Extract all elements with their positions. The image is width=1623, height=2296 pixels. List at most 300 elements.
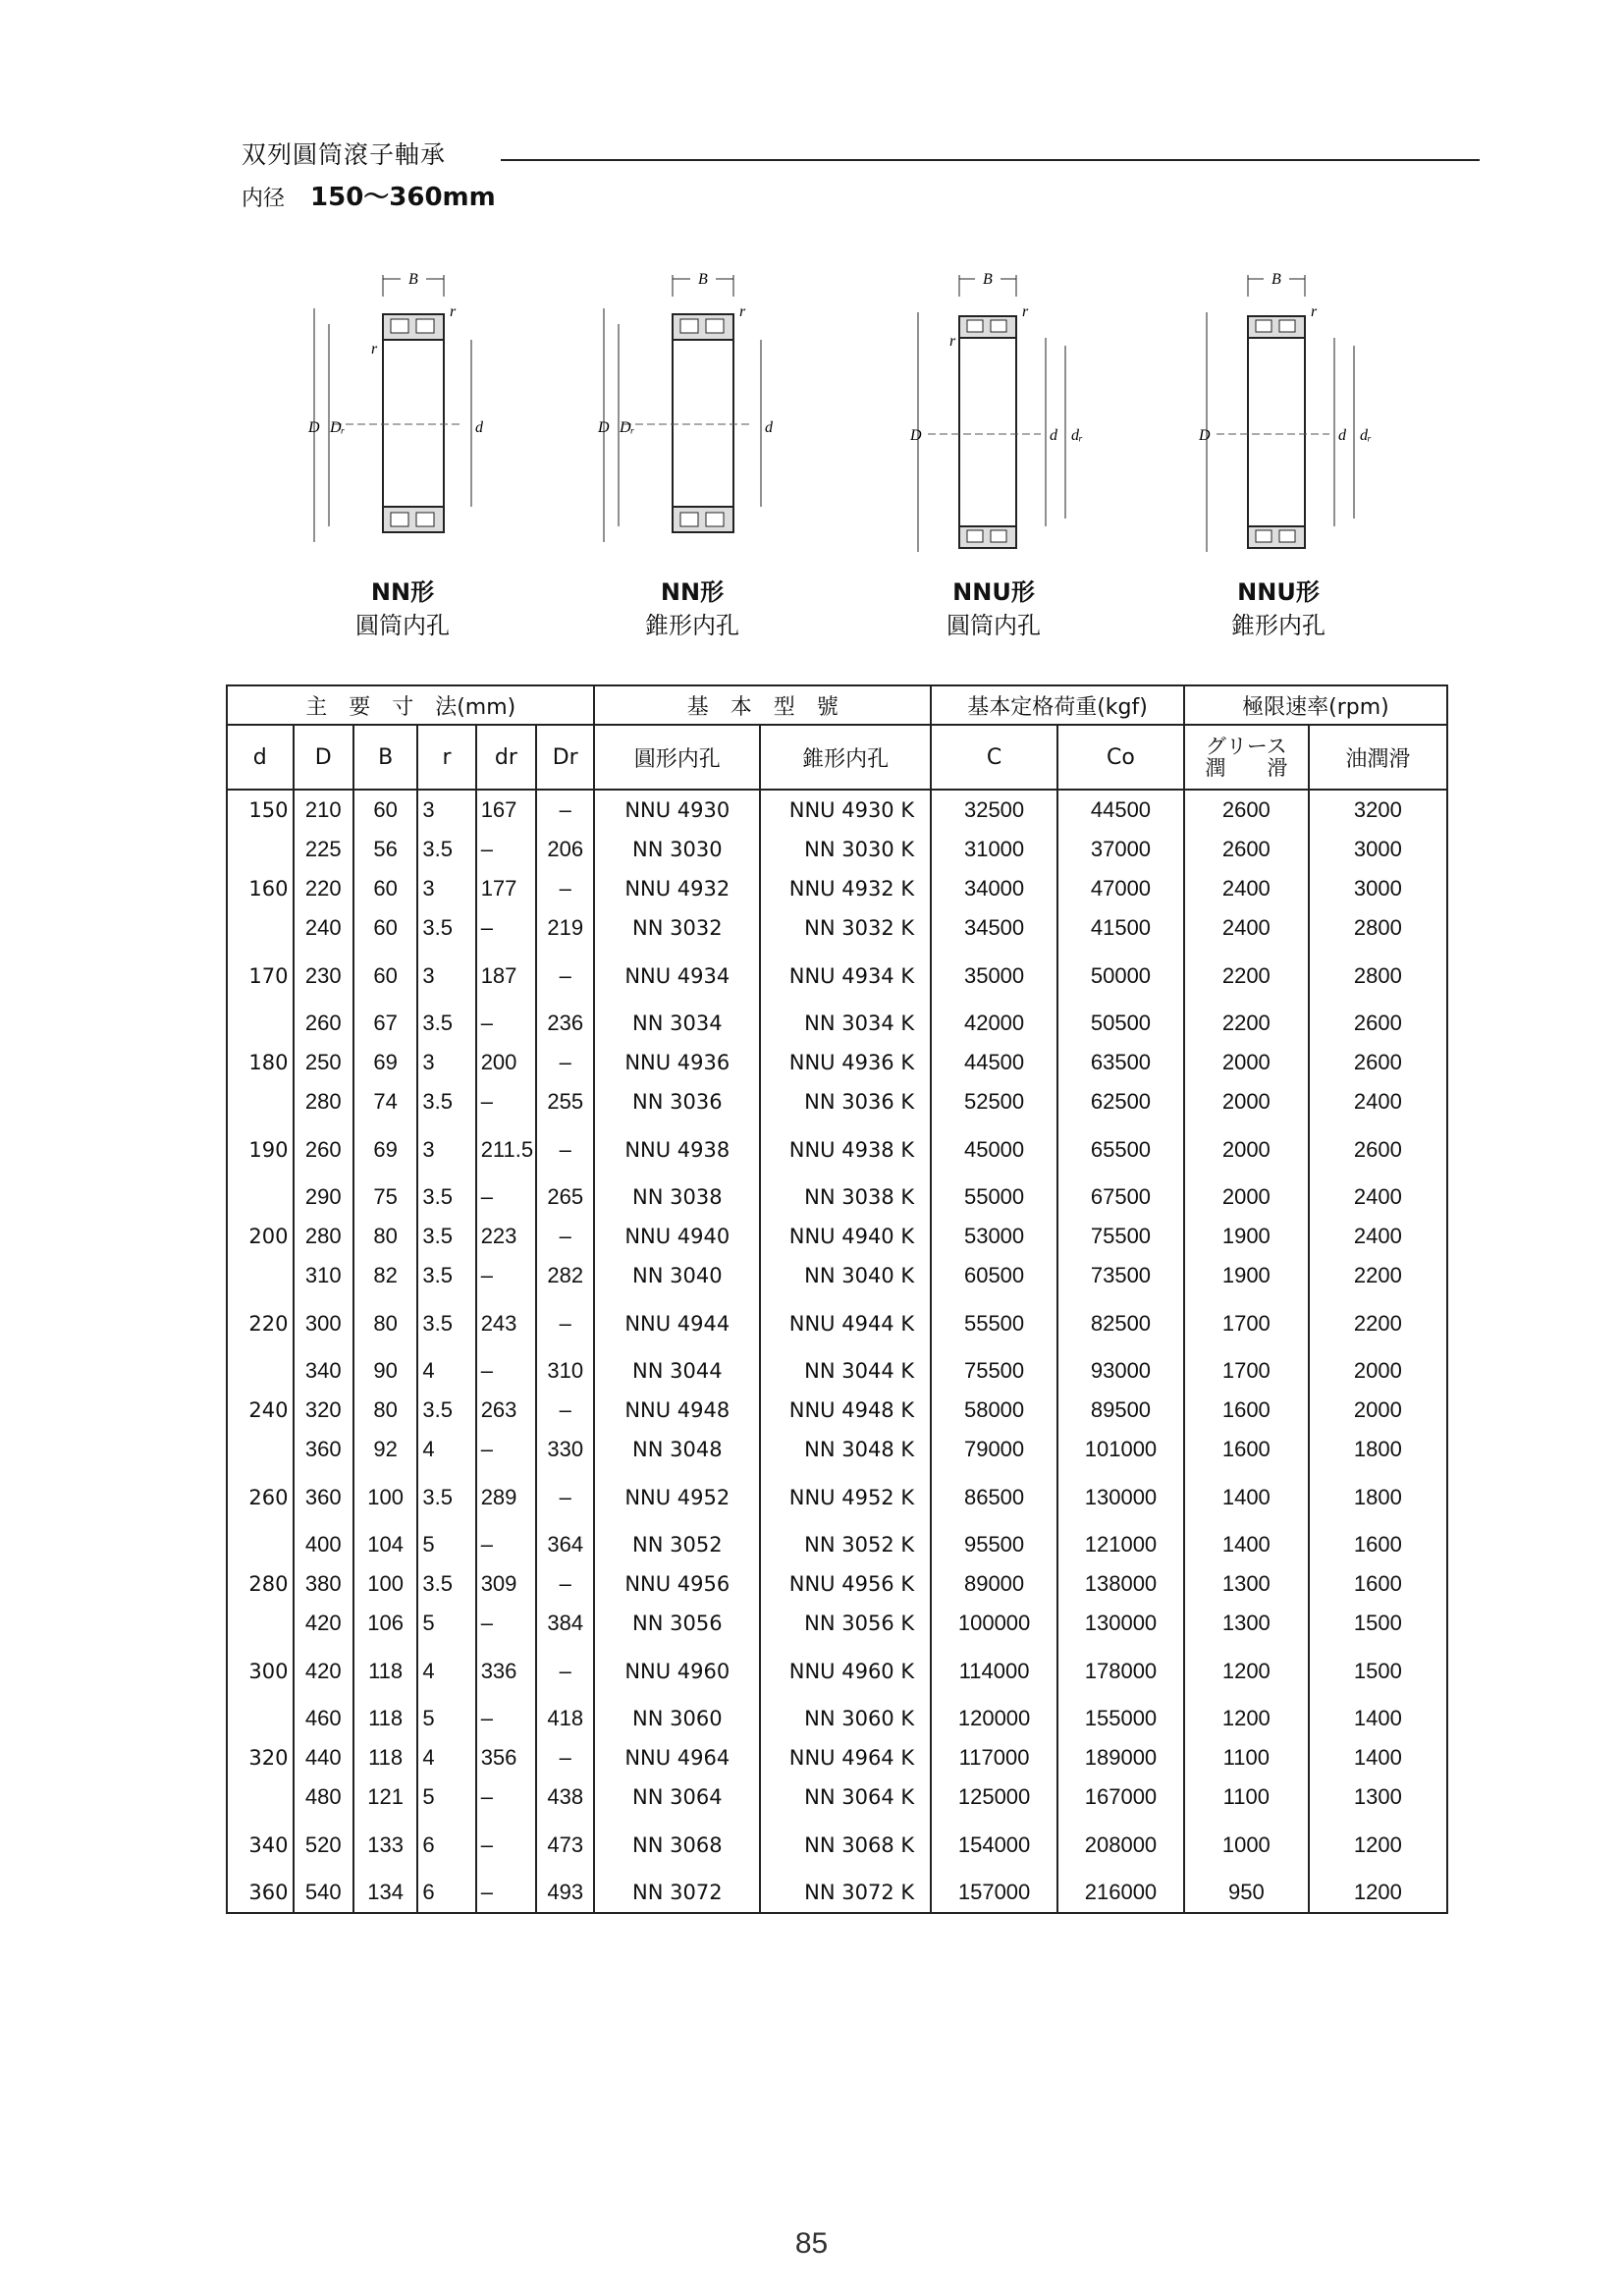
cell-cyl: NN 3064 — [594, 1777, 760, 1817]
cell-oil: 1500 — [1309, 1643, 1447, 1699]
cell-grease: 1300 — [1184, 1604, 1309, 1643]
cell-tap: NN 3052 K — [760, 1525, 931, 1564]
table-row — [227, 908, 1447, 948]
cell-grease: 2000 — [1184, 1043, 1309, 1082]
cell-tap: NN 3032 K — [760, 908, 931, 948]
cell-B: 80 — [353, 1217, 417, 1256]
cell-oil: 1800 — [1309, 1469, 1447, 1525]
cell-cyl: NN 3056 — [594, 1604, 760, 1643]
cell-tap: NNU 4932 K — [760, 869, 931, 908]
cell-C: 35000 — [931, 948, 1057, 1004]
cell-grease: 1400 — [1184, 1469, 1309, 1525]
cell-D: 480 — [294, 1777, 353, 1817]
cell-grease: 2200 — [1184, 1004, 1309, 1043]
cell-C: 75500 — [931, 1351, 1057, 1391]
cell-Dr: 219 — [536, 908, 594, 948]
cell-cyl: NN 3052 — [594, 1525, 760, 1564]
cell-cyl: NNU 4938 — [594, 1121, 760, 1177]
cell-oil: 2600 — [1309, 1121, 1447, 1177]
cell-Dr: 438 — [536, 1777, 594, 1817]
cell-oil: 1300 — [1309, 1777, 1447, 1817]
cell-dr: – — [476, 1525, 536, 1564]
section-title: 双列圓筒滾子軸承 — [242, 140, 447, 169]
cell-dr: – — [476, 1699, 536, 1738]
cell-oil: 1600 — [1309, 1564, 1447, 1604]
caption-nnu-tapered: NNU形 錐形内孔 — [1231, 578, 1325, 639]
cell-C: 95500 — [931, 1525, 1057, 1564]
cell-C: 31000 — [931, 830, 1057, 869]
cell-cyl: NN 3036 — [594, 1082, 760, 1121]
cell-oil: 1600 — [1309, 1525, 1447, 1564]
col-dr: dr — [476, 725, 536, 790]
cell-d — [227, 908, 294, 948]
cell-cyl: NN 3068 — [594, 1817, 760, 1873]
cell-D: 290 — [294, 1177, 353, 1217]
cell-oil: 1200 — [1309, 1873, 1447, 1913]
cell-cyl: NN 3072 — [594, 1873, 760, 1913]
cell-r: 5 — [417, 1525, 475, 1564]
cell-D: 540 — [294, 1873, 353, 1913]
table-row — [227, 1643, 1447, 1699]
cell-B: 133 — [353, 1817, 417, 1873]
cell-D: 420 — [294, 1643, 353, 1699]
cell-d: 160 — [227, 869, 294, 908]
cell-Co: 93000 — [1057, 1351, 1184, 1391]
table-row — [227, 1738, 1447, 1777]
diagram-nn-tapered — [584, 265, 839, 570]
cell-tap: NNU 4944 K — [760, 1295, 931, 1351]
cell-cyl: NNU 4932 — [594, 869, 760, 908]
label-r-top: r — [450, 303, 457, 320]
table-row — [227, 1873, 1447, 1913]
cell-d — [227, 1699, 294, 1738]
table-row — [227, 1817, 1447, 1873]
cell-cyl: NNU 4930 — [594, 790, 760, 830]
cell-B: 134 — [353, 1873, 417, 1913]
cell-Dr: 265 — [536, 1177, 594, 1217]
cell-B: 60 — [353, 869, 417, 908]
col-Dr: Dr — [536, 725, 594, 790]
cell-B: 75 — [353, 1177, 417, 1217]
cell-Co: 121000 — [1057, 1525, 1184, 1564]
cell-tap: NNU 4964 K — [760, 1738, 931, 1777]
cell-Co: 63500 — [1057, 1043, 1184, 1082]
cell-Dr: – — [536, 790, 594, 830]
cell-Dr: – — [536, 1121, 594, 1177]
cell-D: 280 — [294, 1082, 353, 1121]
cell-D: 360 — [294, 1469, 353, 1525]
label-B: B — [408, 271, 418, 288]
cell-oil: 1800 — [1309, 1430, 1447, 1469]
diagram-nn-cylindrical — [295, 265, 550, 570]
cell-oil: 2600 — [1309, 1004, 1447, 1043]
cell-B: 100 — [353, 1469, 417, 1525]
cell-Co: 41500 — [1057, 908, 1184, 948]
cell-oil: 1500 — [1309, 1604, 1447, 1643]
cell-grease: 1600 — [1184, 1430, 1309, 1469]
cell-d: 320 — [227, 1738, 294, 1777]
cell-Dr: 364 — [536, 1525, 594, 1564]
cell-Co: 89500 — [1057, 1391, 1184, 1430]
cell-D: 225 — [294, 830, 353, 869]
cell-dr: 177 — [476, 869, 536, 908]
cell-r: 4 — [417, 1738, 475, 1777]
cell-dr: 200 — [476, 1043, 536, 1082]
cell-oil: 3000 — [1309, 830, 1447, 869]
title-rule — [501, 159, 1480, 161]
header-speed-limit: 極限速率(rpm) — [1184, 685, 1447, 725]
cell-dr: – — [476, 1817, 536, 1873]
cell-grease: 2000 — [1184, 1121, 1309, 1177]
cell-Dr: 255 — [536, 1082, 594, 1121]
cell-cyl: NNU 4964 — [594, 1738, 760, 1777]
cell-D: 460 — [294, 1699, 353, 1738]
table-row — [227, 790, 1447, 830]
cell-dr: – — [476, 908, 536, 948]
cell-C: 34500 — [931, 908, 1057, 948]
cell-C: 34000 — [931, 869, 1057, 908]
caption-nn-tapered: NN形 錐形内孔 — [645, 578, 739, 639]
cell-Co: 44500 — [1057, 790, 1184, 830]
cell-cyl: NNU 4952 — [594, 1469, 760, 1525]
cell-oil: 2400 — [1309, 1217, 1447, 1256]
table-row — [227, 1430, 1447, 1469]
cell-cyl: NNU 4956 — [594, 1564, 760, 1604]
cell-dr: 223 — [476, 1217, 536, 1256]
cell-dr: 336 — [476, 1643, 536, 1699]
cell-B: 104 — [353, 1525, 417, 1564]
label-B: B — [698, 271, 708, 288]
label-D: D — [598, 419, 610, 436]
table-row — [227, 1217, 1447, 1256]
table-row — [227, 830, 1447, 869]
cell-r: 3 — [417, 1121, 475, 1177]
cell-D: 420 — [294, 1604, 353, 1643]
cell-B: 118 — [353, 1699, 417, 1738]
cell-r: 3 — [417, 790, 475, 830]
cell-Co: 65500 — [1057, 1121, 1184, 1177]
col-D: D — [294, 725, 353, 790]
cell-cyl: NN 3044 — [594, 1351, 760, 1391]
cell-B: 60 — [353, 908, 417, 948]
cell-tap: NNU 4936 K — [760, 1043, 931, 1082]
cell-dr: – — [476, 1004, 536, 1043]
cell-r: 3.5 — [417, 1177, 475, 1217]
cell-Dr: – — [536, 1469, 594, 1525]
cell-oil: 2000 — [1309, 1351, 1447, 1391]
cell-dr: – — [476, 1873, 536, 1913]
cell-cyl: NNU 4934 — [594, 948, 760, 1004]
cell-B: 60 — [353, 790, 417, 830]
cell-tap: NNU 4948 K — [760, 1391, 931, 1430]
label-Dr: Dᵣ — [330, 419, 346, 436]
cell-r: 3.5 — [417, 1082, 475, 1121]
col-grease: グリース 潤 滑 — [1184, 725, 1309, 790]
label-B: B — [1271, 271, 1281, 288]
cell-Co: 37000 — [1057, 830, 1184, 869]
table-row — [227, 1699, 1447, 1738]
cell-r: 4 — [417, 1430, 475, 1469]
cell-grease: 1000 — [1184, 1817, 1309, 1873]
cell-dr: 211.5 — [476, 1121, 536, 1177]
bore-range — [242, 177, 496, 213]
cell-grease: 2000 — [1184, 1177, 1309, 1217]
cell-r: 3.5 — [417, 1564, 475, 1604]
cell-tap: NN 3038 K — [760, 1177, 931, 1217]
cell-Dr: 206 — [536, 830, 594, 869]
label-D: D — [1199, 427, 1211, 444]
cell-Co: 75500 — [1057, 1217, 1184, 1256]
bearing-spec-table — [226, 684, 1448, 1914]
cell-dr: – — [476, 1430, 536, 1469]
cell-cyl: NN 3060 — [594, 1699, 760, 1738]
cell-d: 340 — [227, 1817, 294, 1873]
label-d: d — [475, 419, 483, 436]
cell-d — [227, 1777, 294, 1817]
table-row — [227, 1121, 1447, 1177]
cell-tap: NNU 4952 K — [760, 1469, 931, 1525]
label-Dr: Dᵣ — [620, 419, 635, 436]
cell-tap: NN 3044 K — [760, 1351, 931, 1391]
cell-C: 114000 — [931, 1643, 1057, 1699]
cell-C: 42000 — [931, 1004, 1057, 1043]
table-row — [227, 1004, 1447, 1043]
cell-oil: 3000 — [1309, 869, 1447, 908]
cell-C: 86500 — [931, 1469, 1057, 1525]
cell-B: 60 — [353, 948, 417, 1004]
label-r-top: r — [1311, 303, 1318, 320]
cell-D: 440 — [294, 1738, 353, 1777]
cell-r: 3.5 — [417, 1004, 475, 1043]
label-d: d — [1338, 427, 1346, 444]
cell-grease: 1700 — [1184, 1351, 1309, 1391]
cell-cyl: NN 3030 — [594, 830, 760, 869]
cell-Dr: 418 — [536, 1699, 594, 1738]
cell-D: 230 — [294, 948, 353, 1004]
cell-tap: NNU 4938 K — [760, 1121, 931, 1177]
header-model: 基 本 型 號 — [594, 685, 931, 725]
cell-dr: 356 — [476, 1738, 536, 1777]
cell-D: 360 — [294, 1430, 353, 1469]
cell-d: 190 — [227, 1121, 294, 1177]
cell-tap: NNU 4956 K — [760, 1564, 931, 1604]
cell-D: 260 — [294, 1004, 353, 1043]
col-d: d — [227, 725, 294, 790]
cell-Dr: 473 — [536, 1817, 594, 1873]
cell-B: 100 — [353, 1564, 417, 1604]
diagram-nnu-tapered — [1154, 265, 1409, 570]
cell-tap: NNU 4934 K — [760, 948, 931, 1004]
cell-D: 340 — [294, 1351, 353, 1391]
cell-d — [227, 1430, 294, 1469]
cell-grease: 1600 — [1184, 1391, 1309, 1430]
cell-oil: 2200 — [1309, 1295, 1447, 1351]
table-row — [227, 1256, 1447, 1295]
cell-cyl: NN 3032 — [594, 908, 760, 948]
cell-grease: 1100 — [1184, 1777, 1309, 1817]
cell-C: 100000 — [931, 1604, 1057, 1643]
cell-Dr: – — [536, 869, 594, 908]
cell-Co: 73500 — [1057, 1256, 1184, 1295]
cell-Dr: 493 — [536, 1873, 594, 1913]
cell-tap: NN 3060 K — [760, 1699, 931, 1738]
cell-r: 5 — [417, 1604, 475, 1643]
cell-B: 118 — [353, 1643, 417, 1699]
cell-D: 220 — [294, 869, 353, 908]
cell-B: 69 — [353, 1121, 417, 1177]
cell-Dr: 384 — [536, 1604, 594, 1643]
cell-d: 280 — [227, 1564, 294, 1604]
table-row — [227, 1295, 1447, 1351]
cell-oil: 2600 — [1309, 1043, 1447, 1082]
cell-d — [227, 830, 294, 869]
cell-B: 80 — [353, 1391, 417, 1430]
col-tapered-bore: 錐形内孔 — [760, 725, 931, 790]
cell-grease: 2000 — [1184, 1082, 1309, 1121]
cell-d — [227, 1177, 294, 1217]
table-body — [227, 790, 1447, 1913]
label-D: D — [308, 419, 320, 436]
col-cylindrical-bore: 圓形内孔 — [594, 725, 760, 790]
cell-d: 200 — [227, 1217, 294, 1256]
cell-cyl: NN 3038 — [594, 1177, 760, 1217]
bore-range-value: 150～360mm — [310, 183, 496, 212]
cell-r: 5 — [417, 1699, 475, 1738]
label-D: D — [910, 427, 922, 444]
header-load-rating: 基本定格荷重(kgf) — [931, 685, 1184, 725]
cell-dr: – — [476, 1082, 536, 1121]
cell-B: 90 — [353, 1351, 417, 1391]
cell-grease: 2600 — [1184, 790, 1309, 830]
table-row — [227, 869, 1447, 908]
cell-B: 67 — [353, 1004, 417, 1043]
cell-grease: 2600 — [1184, 830, 1309, 869]
cell-grease: 1200 — [1184, 1643, 1309, 1699]
cell-grease: 1200 — [1184, 1699, 1309, 1738]
cell-oil: 1400 — [1309, 1738, 1447, 1777]
cell-C: 117000 — [931, 1738, 1057, 1777]
cell-Co: 62500 — [1057, 1082, 1184, 1121]
cell-cyl: NN 3040 — [594, 1256, 760, 1295]
cell-B: 82 — [353, 1256, 417, 1295]
cell-Co: 138000 — [1057, 1564, 1184, 1604]
cell-C: 125000 — [931, 1777, 1057, 1817]
cell-grease: 1100 — [1184, 1738, 1309, 1777]
cell-D: 320 — [294, 1391, 353, 1430]
table-row — [227, 948, 1447, 1004]
cell-dr: 187 — [476, 948, 536, 1004]
cell-cyl: NNU 4960 — [594, 1643, 760, 1699]
cell-Dr: 330 — [536, 1430, 594, 1469]
cell-C: 53000 — [931, 1217, 1057, 1256]
cell-D: 260 — [294, 1121, 353, 1177]
cell-oil: 2400 — [1309, 1082, 1447, 1121]
cell-r: 6 — [417, 1817, 475, 1873]
cell-grease: 2400 — [1184, 869, 1309, 908]
col-oil: 油潤滑 — [1309, 725, 1447, 790]
table-row — [227, 1391, 1447, 1430]
cell-oil: 2800 — [1309, 948, 1447, 1004]
cell-r: 4 — [417, 1351, 475, 1391]
cell-Co: 167000 — [1057, 1777, 1184, 1817]
cell-dr: – — [476, 830, 536, 869]
cell-grease: 1900 — [1184, 1217, 1309, 1256]
cell-Dr: – — [536, 1391, 594, 1430]
cell-oil: 2400 — [1309, 1177, 1447, 1217]
cell-C: 58000 — [931, 1391, 1057, 1430]
cell-r: 4 — [417, 1643, 475, 1699]
cell-tap: NN 3072 K — [760, 1873, 931, 1913]
cell-oil: 1400 — [1309, 1699, 1447, 1738]
label-d: d — [1050, 427, 1057, 444]
cell-C: 157000 — [931, 1873, 1057, 1913]
cell-C: 60500 — [931, 1256, 1057, 1295]
cell-C: 55000 — [931, 1177, 1057, 1217]
cell-tap: NN 3030 K — [760, 830, 931, 869]
cell-d: 240 — [227, 1391, 294, 1430]
cell-tap: NNU 4960 K — [760, 1643, 931, 1699]
cell-tap: NN 3056 K — [760, 1604, 931, 1643]
label-dr: dᵣ — [1071, 427, 1083, 444]
cell-Co: 208000 — [1057, 1817, 1184, 1873]
cell-Dr: – — [536, 948, 594, 1004]
cell-B: 80 — [353, 1295, 417, 1351]
cell-grease: 950 — [1184, 1873, 1309, 1913]
cell-D: 520 — [294, 1817, 353, 1873]
cell-r: 3.5 — [417, 830, 475, 869]
cell-C: 89000 — [931, 1564, 1057, 1604]
cell-dr: – — [476, 1351, 536, 1391]
cell-D: 310 — [294, 1256, 353, 1295]
label-r-top: r — [1022, 303, 1029, 320]
cell-cyl: NNU 4944 — [594, 1295, 760, 1351]
cell-Co: 130000 — [1057, 1604, 1184, 1643]
label-r-inner: r — [949, 333, 956, 350]
cell-Co: 155000 — [1057, 1699, 1184, 1738]
table-row — [227, 1043, 1447, 1082]
table-row — [227, 1177, 1447, 1217]
cell-dr: 289 — [476, 1469, 536, 1525]
cell-d: 170 — [227, 948, 294, 1004]
cell-d — [227, 1604, 294, 1643]
cell-cyl: NNU 4936 — [594, 1043, 760, 1082]
cell-d: 260 — [227, 1469, 294, 1525]
label-dr: dᵣ — [1360, 427, 1372, 444]
cell-B: 118 — [353, 1738, 417, 1777]
label-B: B — [983, 271, 993, 288]
cell-oil: 1200 — [1309, 1817, 1447, 1873]
cell-cyl: NNU 4940 — [594, 1217, 760, 1256]
caption-nnu-cylindrical: NNU形 圓筒内孔 — [947, 578, 1041, 639]
cell-cyl: NN 3048 — [594, 1430, 760, 1469]
cell-Co: 189000 — [1057, 1738, 1184, 1777]
cell-C: 44500 — [931, 1043, 1057, 1082]
cell-r: 3 — [417, 869, 475, 908]
cell-dr: – — [476, 1604, 536, 1643]
cell-C: 154000 — [931, 1817, 1057, 1873]
table-row — [227, 1351, 1447, 1391]
cell-oil: 2200 — [1309, 1256, 1447, 1295]
page-number: 85 — [794, 2227, 829, 2260]
table-row — [227, 1082, 1447, 1121]
cell-oil: 2800 — [1309, 908, 1447, 948]
cell-d — [227, 1525, 294, 1564]
cell-C: 79000 — [931, 1430, 1057, 1469]
cell-d: 180 — [227, 1043, 294, 1082]
cell-tap: NN 3040 K — [760, 1256, 931, 1295]
cell-Dr: – — [536, 1643, 594, 1699]
cell-tap: NN 3048 K — [760, 1430, 931, 1469]
